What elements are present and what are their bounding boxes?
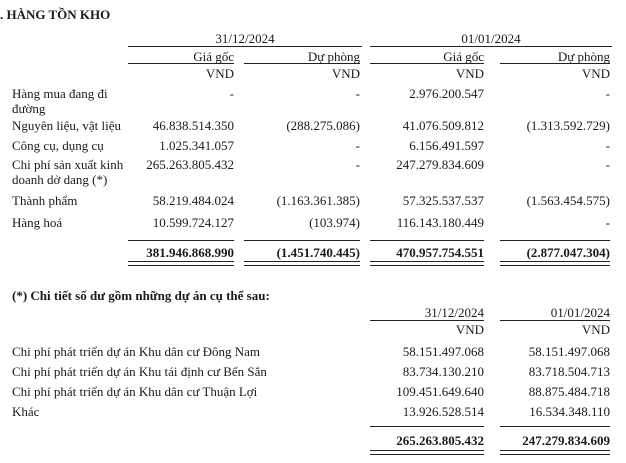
row-label: Hàng mua đang đi: [12, 86, 108, 101]
total-double-rule: [500, 261, 610, 266]
cell-value: -: [605, 215, 610, 230]
currency-label: VND: [331, 66, 360, 81]
period-header-2023: 01/01/2024: [461, 31, 521, 46]
row-label: Chi phí phát triển dự án Khu dân cư Thuận Lợi: [12, 384, 258, 399]
total-rule: [500, 426, 610, 427]
row-label: Chi phí phát triển dự án Khu dân cư Đông Nam: [12, 344, 261, 359]
subheader-rule: [500, 63, 610, 64]
total-double-rule: [244, 261, 360, 266]
cell-value: -: [229, 86, 234, 101]
col-header-provision: Dự phòng: [307, 49, 360, 64]
total-double-rule: [128, 261, 234, 266]
total-value: 470.957.754.551: [396, 245, 484, 260]
total-value: (1.451.740.445): [276, 245, 360, 260]
cell-value: 13.926.528.514: [402, 404, 484, 419]
row-label: đường: [12, 101, 46, 116]
cell-value: -: [605, 86, 610, 101]
currency-label: VND: [581, 322, 610, 337]
total-rule: [128, 240, 234, 241]
total-value: 381.946.868.990: [146, 245, 234, 260]
cell-value: 2.976.200.547: [409, 86, 484, 101]
cell-value: -: [605, 157, 610, 172]
currency-label: VND: [455, 66, 484, 81]
cell-value: 109.451.649.640: [396, 384, 484, 399]
cell-value: 57.325.537.537: [402, 193, 484, 208]
currency-label: VND: [205, 66, 234, 81]
cell-value: 1.025.341.057: [159, 138, 234, 153]
total-rule: [244, 240, 360, 241]
total-double-rule: [500, 450, 610, 455]
row-label: Chi phí phát triển dự án Khu tái định cư Bến Sắn: [12, 364, 267, 379]
row-label: Công cụ, dụng cụ: [12, 138, 104, 153]
col-header-provision: Dự phòng: [557, 49, 610, 64]
total-value: (2.877.047.304): [526, 245, 610, 260]
header-rule: [128, 46, 362, 47]
row-label: Hàng hoá: [12, 215, 63, 230]
subheader-rule: [128, 63, 234, 64]
cell-value: 83.718.504.713: [528, 364, 610, 379]
cell-value: 58.151.497.068: [528, 344, 610, 359]
cell-value: 6.156.491.597: [409, 138, 484, 153]
row-label: Chi phí sản xuất kinh: [12, 157, 124, 172]
total-double-rule: [370, 261, 484, 266]
col-header-cost: Giá gốc: [443, 49, 484, 64]
cell-value: 116.143.180.449: [396, 215, 484, 230]
cell-value: (1.163.361.385): [276, 193, 360, 208]
total-rule: [500, 240, 610, 241]
total-value: 247.279.834.609: [522, 433, 610, 448]
subheader-rule: [370, 63, 484, 64]
cell-value: 247.279.834.609: [396, 157, 484, 172]
header-rule: [370, 320, 484, 321]
cell-value: 58.219.484.024: [152, 193, 234, 208]
cell-value: 10.599.724.127: [152, 215, 234, 230]
cell-value: 46.838.514.350: [152, 118, 234, 133]
total-rule: [370, 240, 484, 241]
header-rule: [500, 320, 610, 321]
cell-value: 83.734.130.210: [402, 364, 484, 379]
cell-value: 41.076.509.812: [402, 118, 484, 133]
row-label: Khác: [12, 404, 40, 419]
row-label: Nguyên liệu, vật liệu: [12, 118, 122, 133]
row-label: doanh dở dang (*): [12, 172, 108, 187]
col-header-cost: Giá gốc: [193, 49, 234, 64]
cell-value: 58.151.497.068: [402, 344, 484, 359]
period-header-2024: 31/12/2024: [424, 305, 484, 320]
cell-value: -: [355, 138, 360, 153]
total-double-rule: [370, 450, 484, 455]
total-rule: [370, 426, 484, 427]
cell-value: -: [355, 86, 360, 101]
cell-value: -: [355, 157, 360, 172]
currency-label: VND: [455, 322, 484, 337]
currency-label: VND: [581, 66, 610, 81]
subheader-rule: [244, 63, 360, 64]
cell-value: -: [605, 138, 610, 153]
cell-value: 88.875.484.718: [528, 384, 610, 399]
row-label: Thành phẩm: [12, 193, 78, 208]
total-value: 265.263.805.432: [396, 433, 484, 448]
cell-value: (288.275.086): [286, 118, 360, 133]
cell-value: (1.313.592.729): [526, 118, 610, 133]
cell-value: 16.534.348.110: [529, 404, 610, 419]
period-header-2023: 01/01/2024: [550, 305, 610, 320]
detail-title: (*) Chi tiết số dư gồm những dự án cụ thể sau:: [12, 288, 270, 303]
cell-value: (103.974): [309, 215, 360, 230]
cell-value: (1.563.454.575): [526, 193, 610, 208]
cell-value: 265.263.805.432: [146, 157, 234, 172]
header-rule: [370, 46, 612, 47]
section-title: . HÀNG TỒN KHO: [0, 7, 111, 22]
period-header-2024: 31/12/2024: [215, 31, 275, 46]
